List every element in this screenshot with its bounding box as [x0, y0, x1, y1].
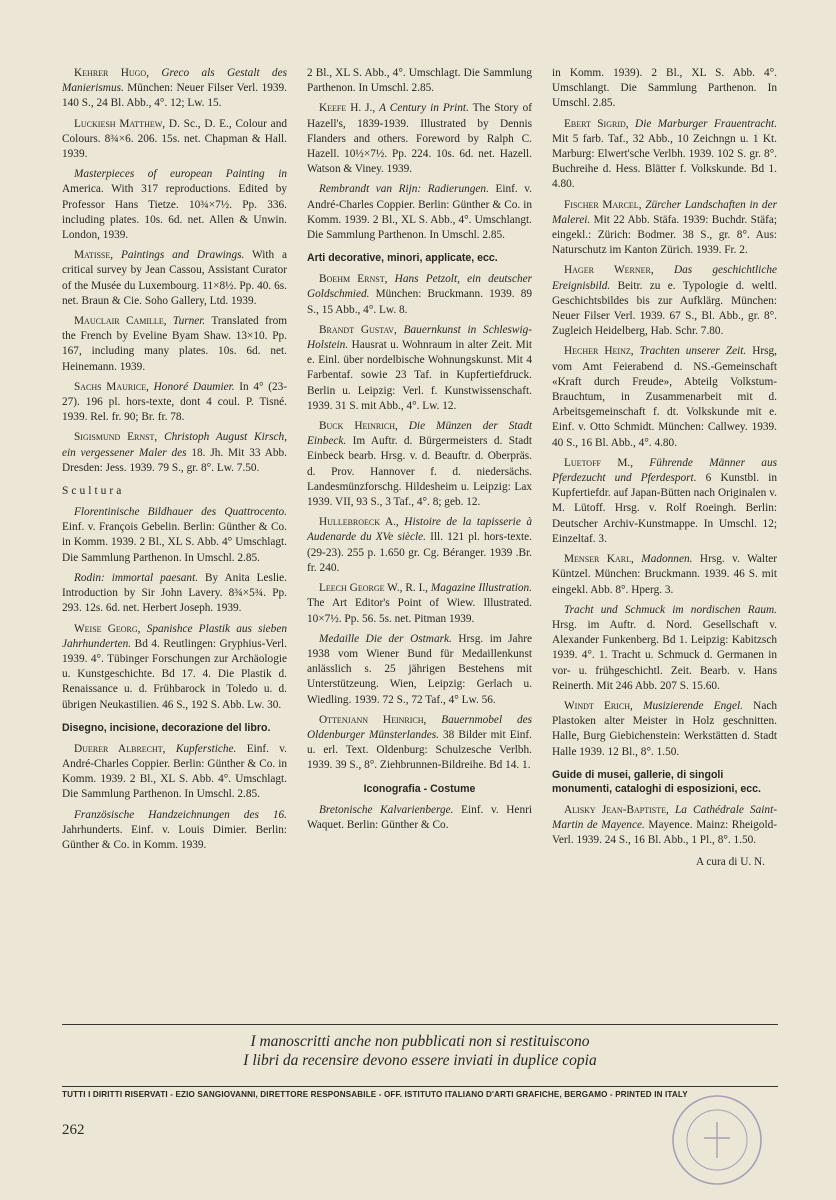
entry-title: Rembrandt van Rijn: Radierungen. — [319, 183, 489, 196]
entry-author: Ottenjann Heinrich, — [319, 713, 427, 726]
bibliography-entry — [307, 66, 532, 96]
entry-details: With a critical survey by Jean Cassou, Assistant Curator of the Musée du Luxembourg. 11×8½. Pp. 40. 6s. net. Braun & Cie. Soho Gallery, Ltd. 1939. — [62, 249, 287, 307]
entry-title: Musizierende Engel. — [643, 699, 743, 712]
entry-details: Jahrhunderts. Einf. v. Louis Dimier. Berlin: Günther & Co. in Komm. 1939. — [62, 823, 287, 851]
entry-details: Mit 5 farb. Taf., 32 Abb., 10 Zeichngn u. 1 Kt. Marburg: Elwert'sche Verlbh. 1939. 102 S. gr. 8°. Buchreihe d. Hess. Blätter f. Volkskunde. Bd 1. 4.80. — [552, 132, 777, 191]
library-stamp-icon — [622, 1092, 772, 1192]
entry-details: Nach Plastoken alter Meister in Holz geschnitten. Halle, Burg Giebichenstein: Werkstätten d. Stadt Halle 1939. 12 Bl., 8°. 1.50. — [552, 699, 778, 758]
entry-details: Bd 4. Reutlingen: Gryphius-Verl. 1939. 4°. Tübinger Forschungen zur Archäologie u. Kunstgeschichte. Bd 17. 4. Die Plastik d. Renaissance u. d. Frühbarock in Toledo u. d. übrigen Neukastilien. 46 S., 192 S. Abb. Lw. 30. — [62, 637, 288, 711]
bibliography-entry — [307, 803, 532, 833]
entry-details: D. Sc., D. E., Colour and Colours. 8¾×6. 206. 15s. net. Chapman & Hall. 1939. — [62, 117, 287, 161]
imprint-line: TUTTI I DIRITTI RISERVATI - EZIO SANGIOVANNI, DIRETTORE RESPONSABILE - OFF. ISTITUTO ITALIANO D'ARTI GRAFICHE, BERGAMO - PRINTED IN ITALY — [62, 1090, 688, 1099]
entry-author: Hecher Heinz, — [564, 345, 634, 358]
footer-rule-top — [62, 1024, 778, 1025]
section-heading-arti-decorative-minori-applicate-ecc: Arti decorative, minori, applicate, ecc. — [307, 252, 498, 265]
entry-author: Keefe H. J., — [319, 102, 376, 115]
entry-title: Zürcher Landschaften in der Malerei. — [552, 198, 777, 226]
entry-title: Die Marburger Frauentracht. — [635, 117, 778, 130]
entry-details: Einf. v. François Gebelin. Berlin: Günther & Co. in Komm. 1939. 2 Bl., XL S. Abb. 4° Umschlagt. Die Sammlung Parthenon. In Umschl. 2.85. — [62, 521, 287, 564]
curator-credit: A cura di U. N. — [695, 856, 765, 869]
entry-title: Turner. — [172, 315, 206, 328]
entry-title: Histoire de la tapisserie à Audenarde du XVe siècle. — [307, 516, 532, 544]
entry-title: Die Münzen der Stadt Einbeck. — [307, 420, 532, 448]
entry-title: Bauernmobel des Oldenburger Münsterlandes. — [307, 713, 533, 741]
entry-details: Einf. v. Henri Waquet. Berlin: Günther & Co. — [307, 803, 532, 831]
entry-author: Boehm Ernst, — [319, 273, 388, 286]
bibliography-entry — [62, 314, 287, 375]
entry-author: Menser Karl, — [564, 553, 634, 566]
bibliography-entry — [307, 581, 532, 627]
section-heading-scultura: Scultura — [62, 485, 125, 498]
entry-title: Führende Männer aus Pferdezucht und Pferdesport. — [552, 456, 777, 485]
entry-title: Florentinische Bildhauer des Quattrocento. — [74, 506, 287, 519]
entry-details: By Anita Leslie. Introduction by Sir John Lavery. 8¾×5¾. Pp. 293. 12s. 6d. net. Herbert Joseph. 1939. — [62, 571, 287, 615]
bibliography-entry — [307, 323, 532, 414]
entry-title: A Century in Print. — [379, 102, 469, 115]
bibliography-entry — [307, 272, 532, 318]
bibliography-entry — [62, 167, 287, 243]
entry-author: Hullebroeck A., — [319, 516, 399, 529]
entry-author: Duerer Albrecht, — [74, 742, 166, 755]
entry-author: Windt Erich, — [564, 699, 633, 712]
bibliography-entry — [307, 632, 532, 708]
section-heading-iconografia-costume: Iconografia - Costume — [363, 782, 476, 795]
notice-line-2: I libri da recensire devono essere inviati in duplice copia — [243, 1052, 597, 1069]
entry-details: in Komm. 1939). 2 Bl., XL S. Abb. 4°. Umschlangt. Die Sammlung Parthenon. In Umschl. 2.85. — [552, 67, 777, 110]
bibliography-entry — [62, 622, 287, 713]
entry-details: Mit 22 Abb. Stäfa. 1939: Buchdr. Stäfa; eingekl.: Zürich: Bodmer. 38 S., gr. 8°. Aus: Naturschutz im Kanton Zürich. 1939. Fr. 2. — [552, 213, 778, 257]
entry-title: Französische Handzeichnungen des 16. — [74, 808, 287, 821]
entry-title: Bretonische Kalvarienberge. — [319, 803, 454, 816]
bibliography-entry — [552, 66, 777, 112]
entry-author: Luetoff M., — [564, 456, 634, 469]
entry-details: 38 Bilder mit Einf. u. erl. Text. Oldenburg: Schulzesche Verlbh. 1939. 39 S., 8°. Ziehbrunnen-Bildreihe. Bd 14. 1. — [307, 728, 532, 772]
bibliography-entry — [552, 803, 777, 849]
entry-title: Das geschichtliche Ereignisbild. — [552, 264, 777, 292]
entry-details: 18. Jh. Mit 33 Abb. Dresden: Jess. 1939. 79 S., gr. 8°. Lw. 7.50. — [62, 446, 287, 474]
notice-line-1: I manoscritti anche non pubblicati non si restituiscono — [250, 1033, 590, 1050]
section-heading-guide-di-musei-gallerie-di-singoli-monum: Guide di musei, gallerie, di singoli monumenti, cataloghi di esposizioni, ecc. — [552, 768, 761, 795]
bibliography-entry — [62, 742, 287, 803]
entry-author: Sachs Maurice, — [74, 380, 149, 393]
entry-title: Honoré Daumier. — [153, 380, 235, 393]
column-right — [552, 66, 777, 868]
entry-details: Hrsg. im Jahre 1938 vom Wiener Bund für Medaillenkunst anlässlich s. 25 jährigen Bestehens mit Unterstützeung. Wien, Leipzig: Gerlach u. Wiedling. 1939. 72 S., 72 Taf., 4° Lw. 56. — [307, 632, 533, 706]
entry-title: Paintings and Drawings. — [120, 249, 245, 262]
entry-author: Weise Georg, — [74, 622, 141, 635]
entry-details: The Art Editor's Point of Wiew. Illustrated. 10×7½. Pp. 56. 5s. net. Pitman 1939. — [307, 597, 532, 625]
entry-details: München: Neuer Filser Verl. 1939. 140 S., 24 Bl. Abb., 4°. 12; Lw. 15. — [62, 82, 287, 110]
entry-title: Madonnen. — [641, 553, 693, 566]
entry-details: Translated from the French by Eveline Byam Shaw. 13×10. Pp. 167, including many plates. 10s. 6d. net. Heinemann. 1939. — [62, 315, 288, 373]
entry-author: Buck Heinrich, — [319, 420, 398, 433]
bibliography-entry — [62, 505, 287, 566]
bibliography-entry — [62, 808, 287, 854]
footer-notice — [62, 1032, 778, 1070]
entry-details: In 4° (23-27). 196 pl. hors-texte, dont 4 coul. P. Tisné. 1939. Rel. fr. 90; Br. fr. 78. — [62, 380, 288, 424]
entry-author: Leech George W., R. I., — [319, 582, 428, 595]
bibliography-entry — [552, 603, 777, 694]
entry-title: Trachten unserer Zeit. — [639, 345, 747, 358]
entry-author: Alisky Jean-Baptiste, — [564, 803, 669, 816]
bibliography-entry — [552, 263, 777, 339]
entry-title: Medaille Die der Ostmark. — [319, 632, 452, 645]
bibliography-entry — [62, 117, 287, 163]
bibliography-entry — [307, 182, 532, 243]
bibliography-entry — [62, 66, 287, 112]
bibliography-entry — [552, 198, 777, 259]
entry-author: Hager Werner, — [564, 264, 654, 277]
entry-title: Kupferstiche. — [175, 742, 237, 755]
bibliography-entry — [552, 552, 777, 598]
entry-title: Magazine Illustration. — [430, 582, 532, 595]
section-heading-disegno-incisione-decorazione-del-libro: Disegno, incisione, decorazione del libro. — [62, 721, 271, 734]
entry-details: 6 Kunstbl. in Kupfertiefdr. auf Japan-Bütten nach Originalen v. M. Lütoff. Hrsg. v. Rolf Roeingh. Berlin: Deutscher Archiv-Kunstmappe. In Umschl. 12; Einzeltaf. 3. — [552, 472, 777, 545]
entry-title: Greco als Gestalt des Manierismus. — [62, 67, 287, 95]
bibliography-columns — [62, 66, 778, 868]
entry-author: Fischer Marcel, — [564, 198, 642, 211]
entry-title: Rodin: immortal paesant. — [74, 571, 199, 584]
entry-details: America. With 317 reproductions. Edited by Professor Hans Tietze. 10¾×7½. Pp. 336. including plates. 10s. 6d. net. Allen & Unwin. London, 1939. — [62, 183, 287, 242]
entry-author: Ebert Sigrid, — [564, 117, 629, 130]
entry-title: La Cathédrale Saint-Martin de Mayence. — [552, 803, 777, 831]
entry-title: Spanishce Plastik aus sieben Jahrhunderten. — [62, 622, 287, 650]
bibliography-entry — [62, 430, 287, 476]
entry-details: Im Auftr. d. Bürgermeisters d. Stadt Einbeck bearb. Hrsg. v. d. Beauftr. d. Oberpräs. d. Prov. Hannover f. d. niedersächs. Landesmünzforschg. Hildesheim u. Leipzig: Lax 1939. VII, 93 S., 3 Taf., 4°. 8; geb. 12. — [307, 435, 532, 509]
page-number: 262 — [62, 1122, 85, 1138]
entry-title: Tracht und Schmuck im nordischen Raum. — [564, 603, 777, 616]
bibliography-entry — [307, 515, 532, 576]
entry-details: Ill. 121 pl. hors-texte. (29-23). 255 p. 1.650 gr. Cg. Béranger. 1939 .Br. fr. 240. — [307, 531, 533, 574]
entry-details: Einf. v. André-Charles Coppier. Berlin: Günther & Co. in Komm. 1939. 2 Bl., XL S. Abb., 4°. Umschlangt. Die Sammlung Parthenon. In Umschl. 2.85. — [307, 183, 532, 242]
entry-details: Hrsg, vom Amt Feierabend d. NS.-Gemeinschaft «Kraft durch Freude», Abteilg Volkstum-Brauchtum, in Zusammenarbeit mit d. Arbeitsgemeinschaft f. dt. Volkskunde mit e. Einf. v. Otto Schmidt. München: Callwey. 1939. 40 S., 16 Bl. Abb., 4°. 4.80. — [552, 345, 778, 449]
bibliography-entry — [552, 344, 777, 450]
bibliography-entry — [307, 101, 532, 177]
bibliography-entry — [62, 380, 287, 426]
column-left — [62, 66, 287, 868]
entry-details: Einf. v. André-Charles Coppier. Berlin: Günther & Co. in Komm. 1939. 2 Bl., XL S. Abb. 4°. Umschlagt. Die Sammlung Parthenon. In Umschl. 2.85. — [62, 742, 288, 801]
bibliography-entry — [307, 713, 532, 774]
entry-author: Kehrer Hugo, — [74, 67, 150, 79]
entry-title: Masterpieces of european Painting in — [74, 168, 287, 181]
entry-author: Matisse, — [74, 249, 114, 262]
entry-title: Hans Petzolt, ein deutscher Goldschmied. — [307, 273, 533, 301]
column-middle — [307, 66, 532, 868]
entry-title: Bauernkunst in Schleswig-Holstein. — [307, 323, 532, 352]
entry-details: The Story of Hazell's, 1839-1939. Illustrated by Dennis Flanders and others. Foreword by Ralph C. Hazell. 10½×7½. Pp. 224. 10s. 6d. net. Hazell. Watson & Viney. 1939. — [307, 102, 532, 176]
entry-details: Hausrat u. Wohnraum in alter Zeit. Mit e. Einl. über nordelbische Wohnungskunst. Mit 4 Farbentaf. sowie 23 Taf. in Kupfertiefdruck. Berlin u. Leipzig: Verl. f. Kunstwissenschaft. 1939. 31 S. mit Abb., 4°. Lw. 12. — [307, 339, 532, 412]
entry-details: Hrsg. v. Walter Küntzel. München: Bruckmann. 1939. 46 S. mit eingekl. Abb. 8°. Hperg. 3. — [552, 553, 777, 596]
bibliography-entry — [307, 419, 532, 510]
entry-details: Hrsg. im Auftr. d. Nord. Gesellschaft v. Alexander Funkenberg. Bd 1. Leipzig: Kabitzsch 1939. 4°. 1. Tracht u. Schmuck d. Germanen in vor- u. frühgeschichtl. Zeit. Bearb. v. Hans Reinerth. Mit 246 Abb. 207 S. 15.60. — [552, 618, 777, 692]
entry-author: Mauclair Camille, — [74, 315, 167, 328]
entry-details: München: Bruckmann. 1939. 89 S., 15 Abb., 4°. Lw. 8. — [307, 288, 532, 316]
entry-details: 2 Bl., XL S. Abb., 4°. Umschlagt. Die Sammlung Parthenon. In Umschl. 2.85. — [307, 67, 532, 95]
entry-author: Brandt Gustav, — [319, 323, 397, 336]
bibliography-entry — [552, 117, 777, 193]
entry-details: Mayence. Mainz: Rheigold-Verl. 1939. 24 S., 16 Bl. Abb., 1 Pl., 8°. 1.50. — [552, 818, 777, 847]
entry-title: Christoph August Kirsch, ein vergessener Maler des — [62, 431, 288, 459]
bibliography-entry — [62, 571, 287, 617]
bibliography-entry — [552, 456, 777, 547]
bibliography-entry — [552, 699, 777, 760]
entry-details: Beitr. zu e. Typologie d. weltl. Geschichtsbildes bis zur Aufklärg. München: Neuer Filser Verl. 1939. 67 S., Bl. Abb., gr. 8°. Zugleich Heidelberg, Hab. Schr. 7.80. — [552, 279, 777, 338]
entry-author: Sigismund Ernst, — [74, 431, 158, 444]
footer-rule-bottom — [62, 1086, 778, 1087]
bibliography-entry — [62, 248, 287, 309]
entry-author: Luckiesh Matthew, — [74, 117, 166, 130]
